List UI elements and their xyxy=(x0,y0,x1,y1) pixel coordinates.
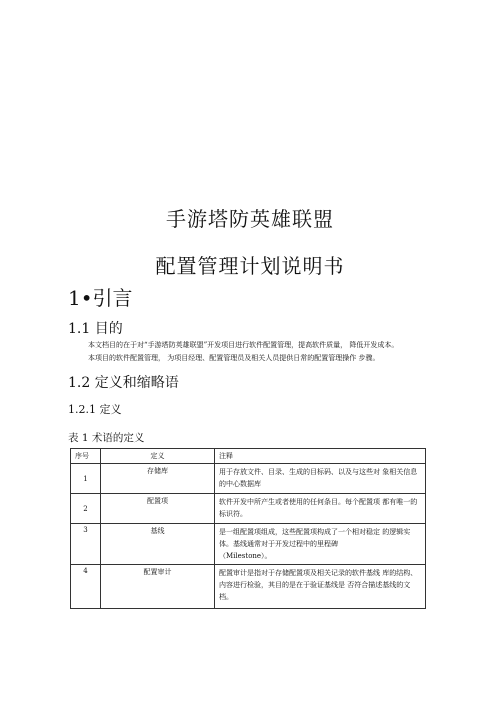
row-definition: 配置审计 xyxy=(101,565,215,609)
header-note: 注释 xyxy=(215,449,426,464)
table-header-row xyxy=(71,449,426,464)
subsection-heading-definition: 1.2.1 定义 xyxy=(68,403,122,416)
purpose-paragraph-1: 本文档目的在于对“手游塔防英雄联盟”开发项目进行软件配置管理，提高软件质量， 降低开发成本。 xyxy=(88,341,399,349)
row-note-milestone: （Milestone）。 xyxy=(219,552,272,560)
row-note-text: 是一组配置项组成，这些配置项构成了一个相对稳定 的逻辑实体。基线通常对于开发过程中的里程碑 xyxy=(219,528,411,548)
header-no: 序号 xyxy=(71,449,101,464)
table-row xyxy=(71,524,426,565)
section-heading-intro: 1•引言 xyxy=(68,286,133,310)
row-definition: 配置项 xyxy=(101,494,215,524)
purpose-paragraph-2: 本项目的软件配置管理， 为项目经理、配置管理员及相关人员提供日常的配置管理操作 步骤。 xyxy=(88,354,380,362)
header-definition: 定义 xyxy=(101,449,215,464)
section-heading-purpose: 1.1 目的 xyxy=(68,321,123,337)
table-row xyxy=(71,494,426,524)
row-note: 用于存放文件、目录、生成的目标码、以及与这些对 象相关信息的中心数据库 xyxy=(215,464,426,494)
row-note xyxy=(215,524,426,565)
row-definition: 基线 xyxy=(101,524,215,565)
section-heading-definitions: 1.2 定义和缩略语 xyxy=(68,375,179,391)
row-no: 3 xyxy=(71,524,101,565)
document-title: 手游塔防英雄联盟 xyxy=(166,207,334,231)
row-note: 配置审计是指对于存储配置项及相关记录的软件基线 库的结构、内容进行检验，其目的是在于验证基线是 否符合描述基线的文档。 xyxy=(215,565,426,609)
terms-table xyxy=(70,448,426,609)
table-caption: 表 1 术语的定义 xyxy=(68,432,145,444)
row-no: 1 xyxy=(71,464,101,494)
document-subtitle: 配置管理计划说明书 xyxy=(155,254,345,278)
row-no: 2 xyxy=(71,494,101,524)
table-row xyxy=(71,464,426,494)
table-row xyxy=(71,565,426,609)
row-note: 软件开发中所产生或者使用的任何条目。每个配置项 都有唯一的标识符。 xyxy=(215,494,426,524)
row-definition: 存储库 xyxy=(101,464,215,494)
row-no: 4 xyxy=(71,565,101,609)
